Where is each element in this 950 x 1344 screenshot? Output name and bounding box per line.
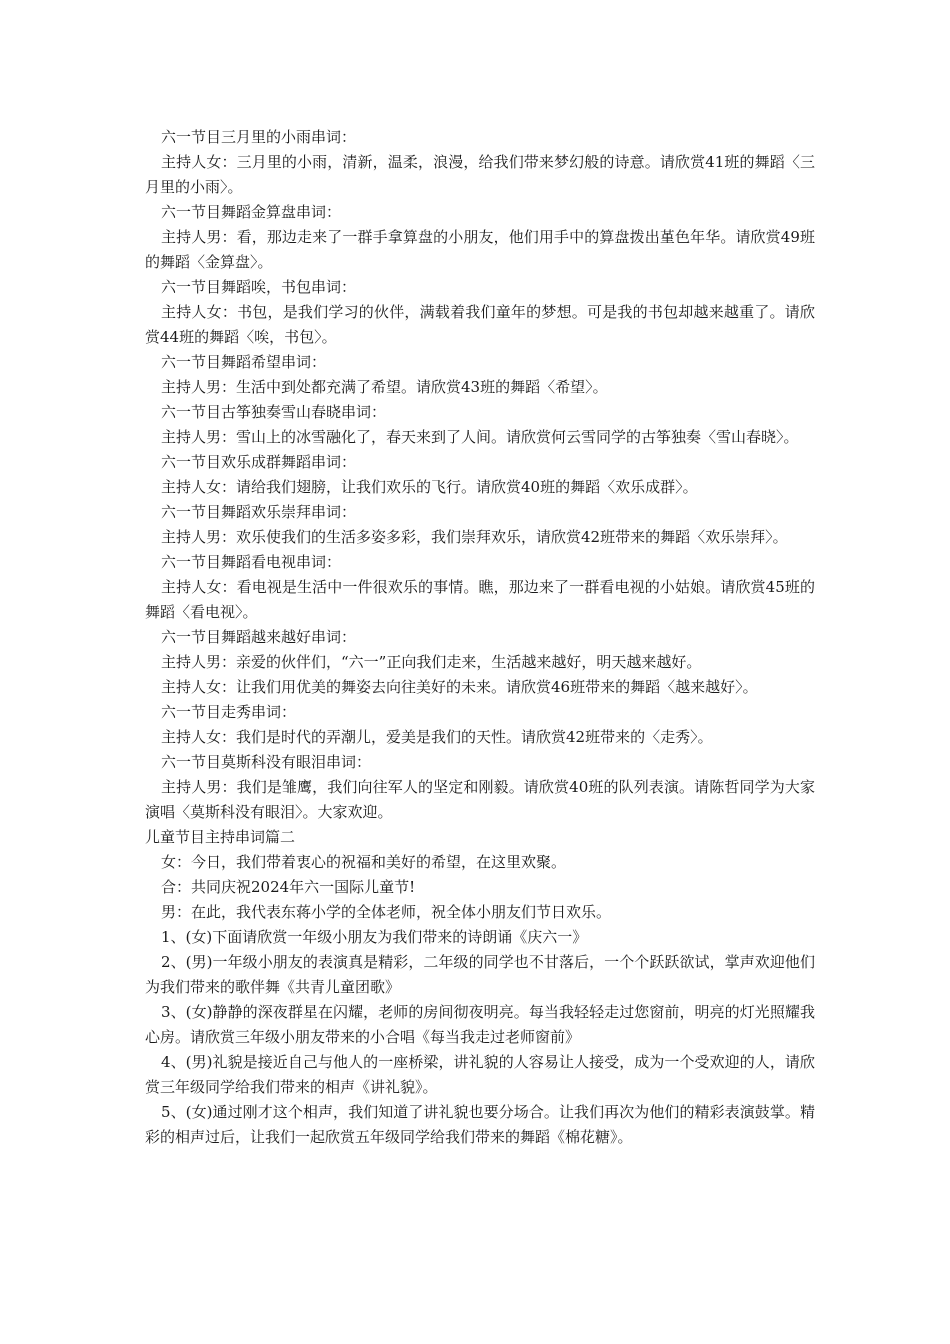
paragraph: 六一节目欢乐成群舞蹈串词：	[161, 453, 357, 471]
paragraph: 主持人女：看电视是生活中一件很欢乐的事情。瞧，那边来了一群看电视的小姑娘。请欣赏45班的舞蹈〈看电视〉。	[145, 578, 815, 621]
paragraph: 合：共同庆祝2024年六一国际儿童节!	[161, 878, 416, 896]
paragraph: 六一节目舞蹈希望串词：	[161, 353, 327, 371]
paragraph: 主持人女：我们是时代的弄潮儿，爱美是我们的天性。请欣赏42班带来的〈走秀〉。	[161, 728, 713, 746]
paragraph: 主持人男：我们是雏鹰，我们向往军人的坚定和刚毅。请欣赏40班的队列表演。请陈哲同学为大家演唱〈莫斯科没有眼泪〉。大家欢迎。	[145, 778, 815, 821]
paragraph: 主持人女：书包，是我们学习的伙伴，满载着我们童年的梦想。可是我的书包却越来越重了。请欣赏44班的舞蹈〈唉，书包〉。	[145, 303, 815, 346]
paragraph: 主持人男：雪山上的冰雪融化了，春天来到了人间。请欣赏何云雪同学的古筝独奏〈雪山春晓〉。	[161, 428, 799, 446]
paragraph: 六一节目舞蹈欢乐崇拜串词：	[161, 503, 357, 521]
paragraph: 主持人男：看，那边走来了一群手拿算盘的小朋友，他们用手中的算盘拨出堇色年华。请欣赏49班的舞蹈〈金算盘〉。	[145, 228, 815, 271]
paragraph: 六一节目舞蹈唉，书包串词：	[161, 278, 357, 296]
paragraph: 2、(男)一年级小朋友的表演真是精彩，二年级的同学也不甘落后，一个个跃跃欲试，掌声欢迎他们为我们带来的歌伴舞《共青儿童团歌》	[145, 953, 815, 996]
paragraph: 六一节目舞蹈看电视串词：	[161, 553, 342, 571]
paragraph: 六一节目三月里的小雨串词：	[161, 128, 357, 146]
paragraph: 3、(女)静静的深夜群星在闪耀，老师的房间彻夜明亮。每当我轻轻走过您窗前，明亮的灯光照耀我心房。请欣赏三年级小朋友带来的小合唱《每当我走过老师窗前》	[145, 1003, 815, 1046]
paragraph: 六一节目舞蹈越来越好串词：	[161, 628, 357, 646]
paragraph: 主持人女：请给我们翅膀，让我们欢乐的飞行。请欣赏40班的舞蹈〈欢乐成群〉。	[161, 478, 698, 496]
paragraph: 女：今日，我们带着衷心的祝福和美好的希望，在这里欢聚。	[161, 853, 567, 871]
paragraph: 男：在此，我代表东蒋小学的全体老师，祝全体小朋友们节日欢乐。	[161, 903, 612, 921]
paragraph: 六一节目莫斯科没有眼泪串词：	[161, 753, 372, 771]
paragraph: 主持人男：亲爱的伙伴们，“六一”正向我们走来，生活越来越好，明天越来越好。	[161, 653, 702, 671]
document-body	[145, 125, 815, 1150]
paragraph: 4、(男)礼貌是接近自己与他人的一座桥梁，讲礼貌的人容易让人接受，成为一个受欢迎的人，请欣赏三年级同学给我们带来的相声《讲礼貌》。	[145, 1053, 815, 1096]
paragraph: 六一节目舞蹈金算盘串词：	[161, 203, 342, 221]
paragraph: 主持人男：欢乐使我们的生活多姿多彩，我们崇拜欢乐，请欣赏42班带来的舞蹈〈欢乐崇拜〉。	[161, 528, 788, 546]
section-heading: 儿童节目主持串词篇二	[145, 828, 296, 846]
paragraph: 主持人男：生活中到处都充满了希望。请欣赏43班的舞蹈〈希望〉。	[161, 378, 608, 396]
paragraph: 1、(女)下面请欣赏一年级小朋友为我们带来的诗朗诵《庆六一》	[161, 928, 588, 946]
paragraph: 六一节目古筝独奏雪山春晓串词：	[161, 403, 387, 421]
paragraph: 主持人女：让我们用优美的舞姿去向往美好的未来。请欣赏46班带来的舞蹈〈越来越好〉。	[161, 678, 758, 696]
paragraph: 主持人女：三月里的小雨，清新，温柔，浪漫，给我们带来梦幻般的诗意。请欣赏41班的舞蹈〈三月里的小雨〉。	[145, 153, 815, 196]
paragraph: 六一节目走秀串词：	[161, 703, 297, 721]
paragraph: 5、(女)通过刚才这个相声，我们知道了讲礼貌也要分场合。让我们再次为他们的精彩表演鼓掌。精彩的相声过后，让我们一起欣赏五年级同学给我们带来的舞蹈《棉花糖》。	[145, 1103, 815, 1146]
